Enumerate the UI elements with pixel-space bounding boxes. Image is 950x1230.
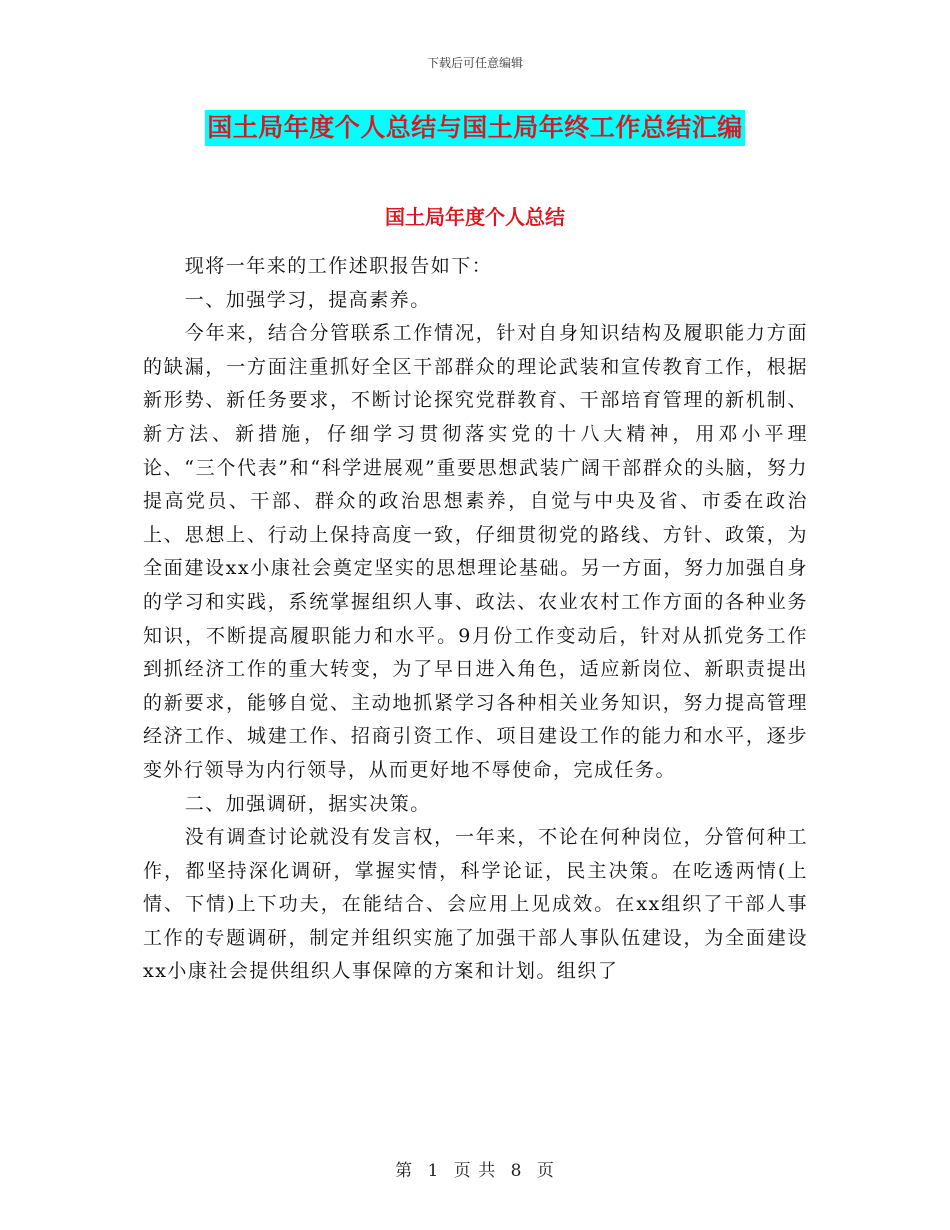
main-title-container — [0, 110, 950, 146]
footer-prefix: 第 — [395, 1161, 414, 1181]
page-footer — [0, 1156, 950, 1181]
footer-middle: 页 共 — [453, 1161, 497, 1181]
paragraph: 现将一年来的工作述职报告如下： — [184, 255, 493, 277]
footer-suffix: 页 — [536, 1161, 555, 1181]
section-title: 国土局年度个人总结 — [385, 205, 565, 229]
paragraph: 二、加强调研，据实决策。 — [184, 792, 431, 815]
paragraph: 今年来，结合分管联系工作情况，针对自身知识结构及履职能力方面的缺漏，一方面注重抓好全区干部群众的理论武装和宣传教育工作，根据新形势、新任务要求，不断讨论探究党群教育、干部培育管理的新机制、新方法、新措施，仔细学习贯彻落实党的十八大精神，用邓小平理论、“三个代表”和“科学进展观”重要思想武装广阔干部群众的头脑，努力提高党员、干部、群众的政治思想素养，自觉与中央及省、市委在政治上、思想上、行动上保持高度一致，仔细贯彻党的路线、方针、政策，为全面建设xx小康社会奠定坚实的思想理论基础。另一方面，努力加强自身的学习和实践，系统掌握组织人事、政法、农业农村工作方面的各种业务知识，不断提高履职能力和水平。9月份工作变动后，针对从抓党务工作到抓经济工作的重大转变，为了早日进入角色，适应新岗位、新职责提出的新要求，能够自觉、主动地抓紧学习各种相关业务知识，努力提高管理经济工作、城建工作、招商引资工作、项目建设工作的能力和水平，逐步变外行领导为内行领导，从而更好地不辱使命，完成任务。 — [143, 322, 808, 781]
document-body — [143, 250, 808, 989]
main-title: 国土局年度个人总结与国土局年终工作总结汇编 — [205, 110, 745, 146]
paragraph: 一、加强学习，提高素养。 — [184, 288, 431, 311]
page-number: 1 — [427, 1161, 440, 1181]
header-note: 下载后可任意编辑 — [426, 56, 523, 70]
paragraph: 没有调查讨论就没有发言权，一年来，不论在何种岗位，分管何种工作，都坚持深化调研，掌握实情，科学论证，民主决策。在吃透两情(上情、下情)上下功夫，在能结合、会应用上见成效。在xx组织了干部人事工作的专题调研，制定并组织实施了加强干部人事队伍建设，为全面建设xx小康社会提供组织人事保障的方案和计划。组织了 — [143, 826, 808, 983]
page-total: 8 — [510, 1161, 523, 1181]
